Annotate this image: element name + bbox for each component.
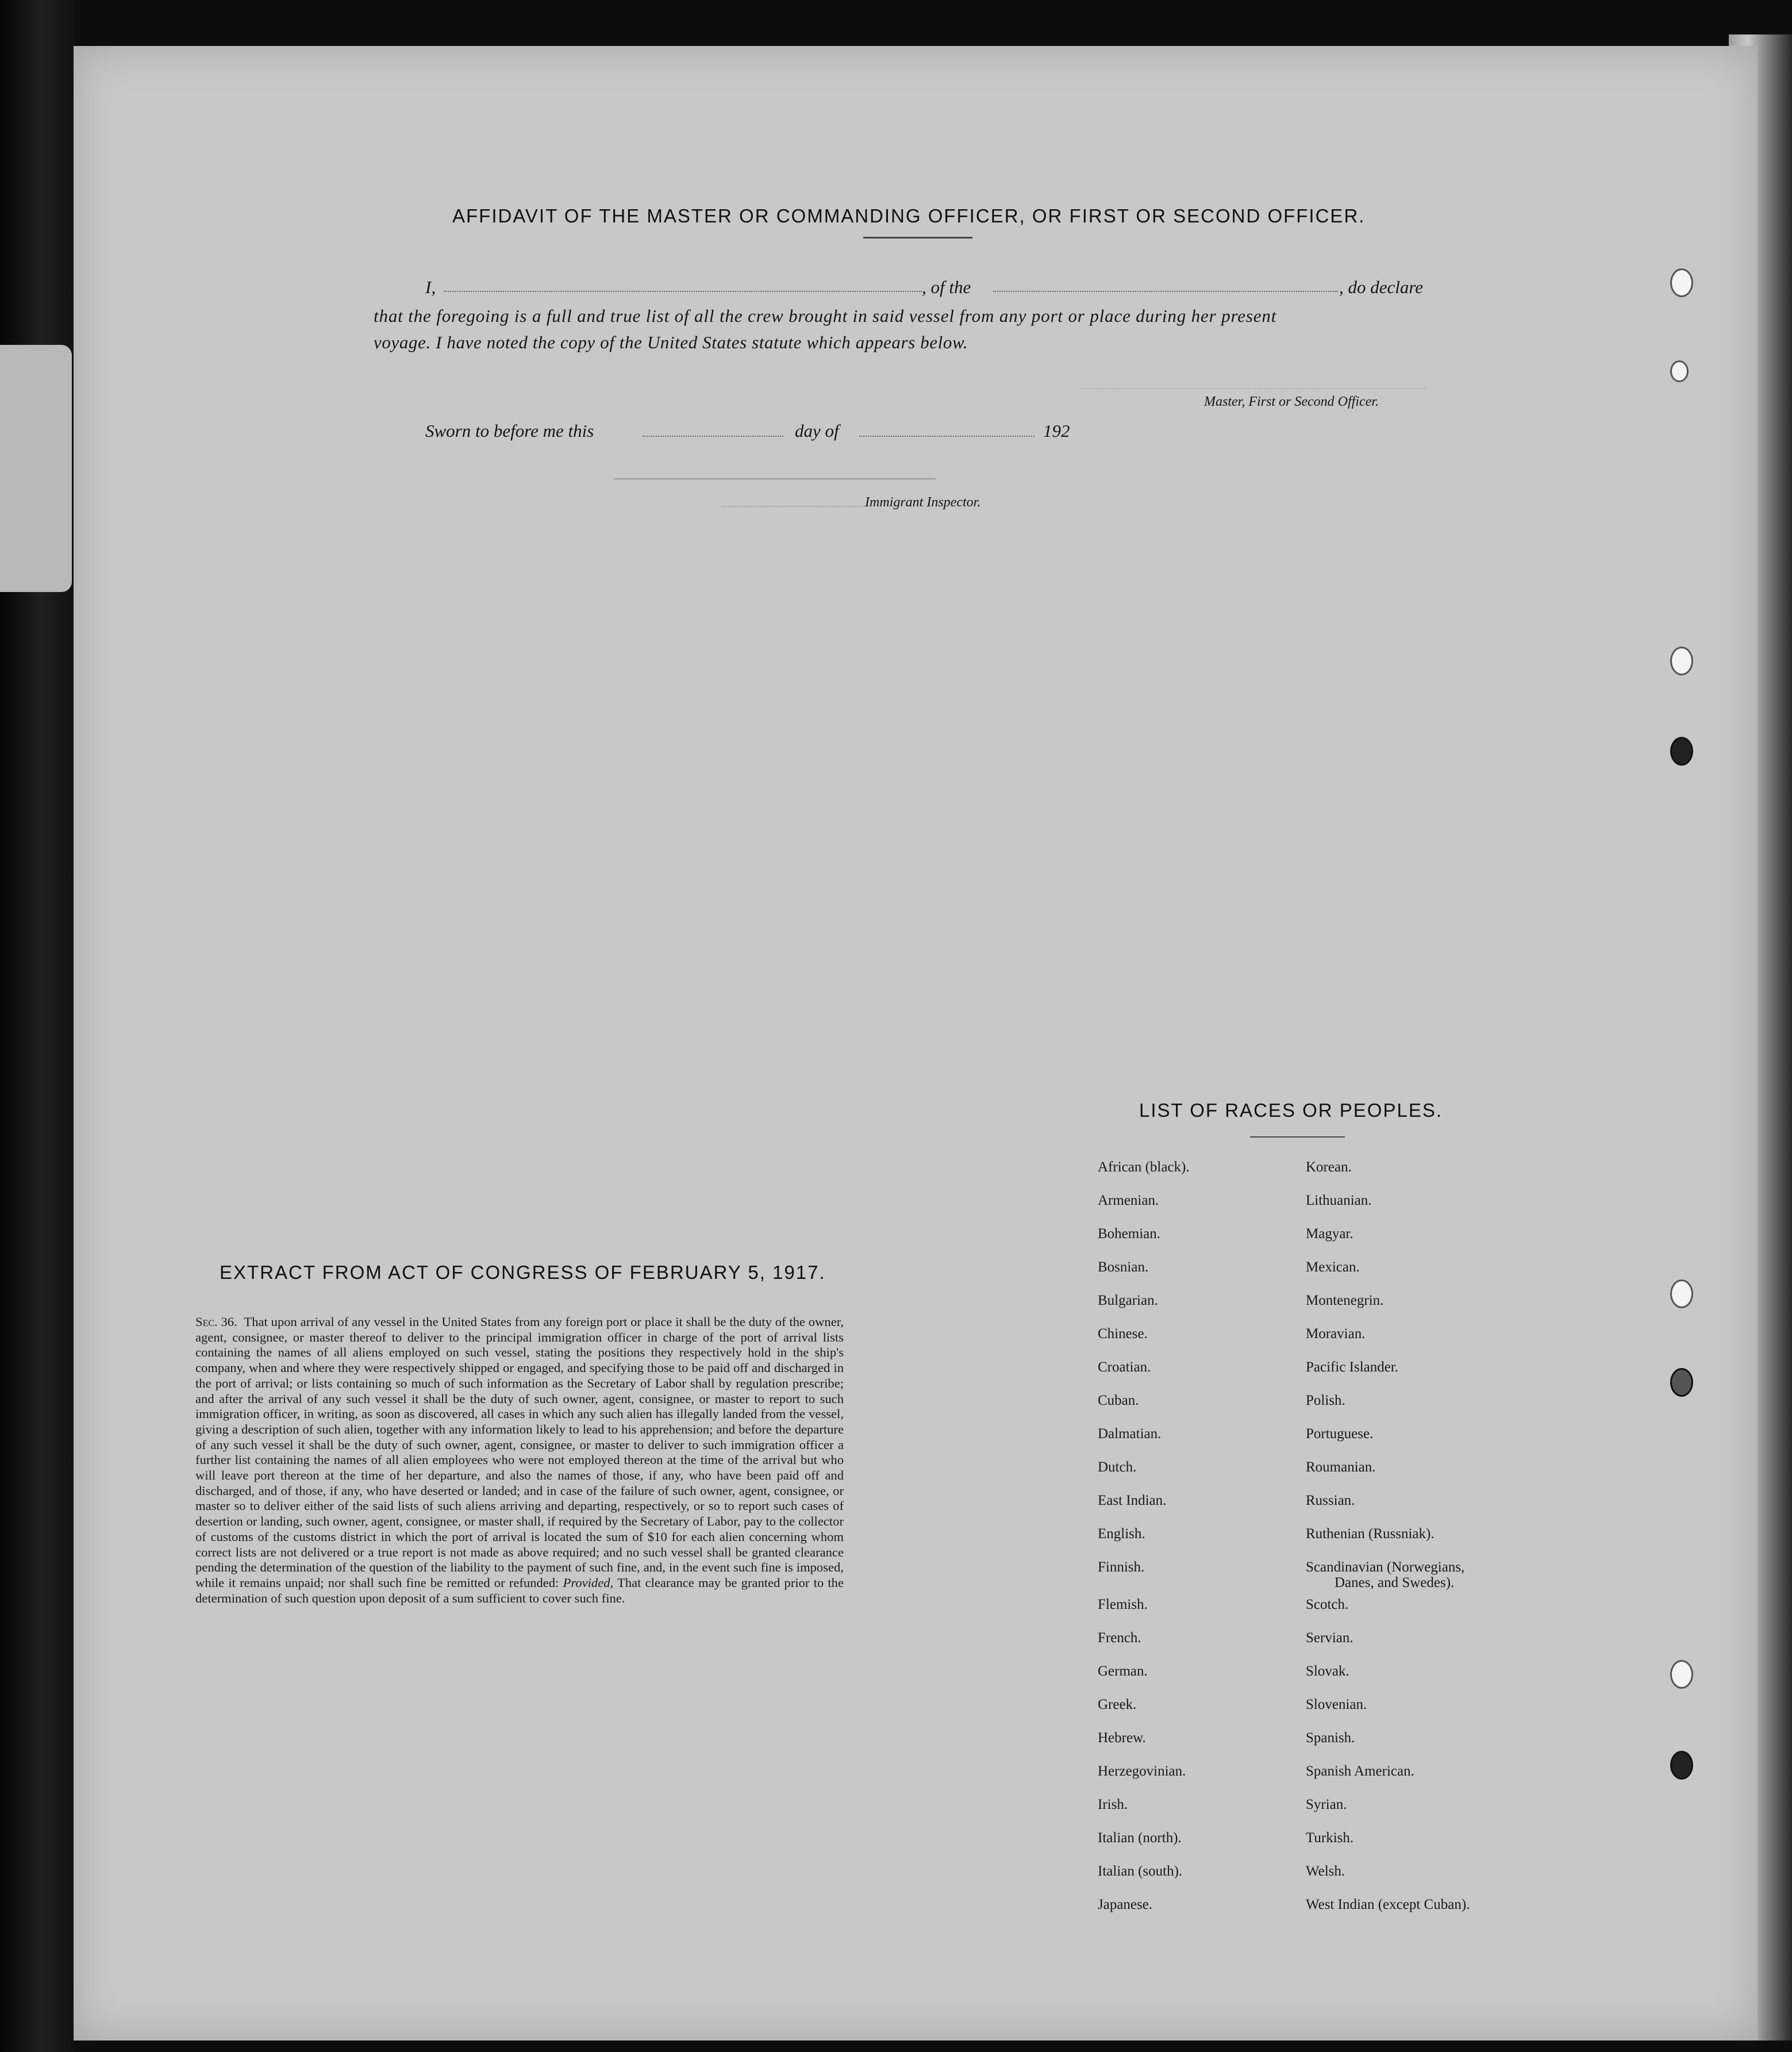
signature-line: [1080, 388, 1425, 389]
sworn-day-of: day of: [795, 421, 839, 441]
extract-section-36: [195, 1315, 844, 1606]
race-left-item: Flemish.: [1098, 1597, 1148, 1612]
race-left-item: Italian (north).: [1098, 1830, 1182, 1846]
binder-hole: [1670, 1751, 1693, 1780]
adjacent-page-fragment: [0, 345, 72, 592]
binder-hole: [1670, 1279, 1693, 1308]
race-left-item: Croatian.: [1098, 1359, 1151, 1375]
binder-hole: [1670, 1368, 1693, 1397]
provided-term: Provided,: [563, 1575, 614, 1590]
race-left-item: Dutch.: [1098, 1459, 1137, 1475]
race-right-item: Polish.: [1306, 1393, 1345, 1408]
race-left-item: Herzegovinian.: [1098, 1763, 1186, 1779]
declaration-i: I,: [425, 277, 436, 297]
race-left-item: East Indian.: [1098, 1493, 1167, 1508]
vessel-name-line: [993, 291, 1338, 292]
sworn-text: Sworn to before me this: [425, 421, 594, 441]
race-right-item: Danes, and Swedes).: [1335, 1575, 1455, 1590]
race-left-item: Japanese.: [1098, 1897, 1153, 1912]
scan-left-margin: [0, 0, 75, 2052]
race-right-item: Turkish.: [1306, 1830, 1354, 1846]
sworn-day-line: [643, 436, 783, 437]
section-text: That upon arrival of any vessel in the United States from any foreign port or place it shall be the duty of the owner, agent, consignee, or master thereof to deliver to the principal immigration officer in charge of the port of arrival lists containing the names of all aliens employed on such vessel, stating the positions they respectively hold in the ship's company, when and where they were respectively shipped or engaged, and specifying those to be paid off and discharged in the port of arrival; or lists containing so much of such information as the Secretary of Labor shall by regulation prescribe; and after the arrival of any such vessel it shall be the duty of such owner, agent, consignee, or master to report to such immigration officer, in writing, as soon as discovered, all cases in which any such alien has illegally landed from the vessel, giving a description of such alien, together with any information likely to lead to his apprehension; and before the departure of any such vessel it shall be the duty of such owner, agent, consignee, or master to deliver to such immigration officer a further list containing the names of all alien employees who were not employed thereon at the time of the arrival but who will leave port thereon at the time of her departure, and also the names of those, if any, who have been paid off and discharged, and of those, if any, who have deserted or landed; and in case of the failure of such owner, agent, consignee, or master so to deliver either of the said lists of such aliens arriving and departing, respectively, or so to report such cases of desertion or landing, such owner, agent, consignee, or master shall, if required by the Secretary of Labor, pay to the collector of customs of the customs district in which the port of arrival is located the sum of $10 for each alien concerning whom correct lists are not delivered or a true report is not made as above required; and no such vessel shall be granted clearance pending the determination of the question of the liability to the payment of such fine, and, in the event such fine is imposed, while it remains unpaid; nor shall such fine be remitted or refunded:: [195, 1315, 844, 1590]
race-right-item: Scandinavian (Norwegians,: [1306, 1559, 1465, 1575]
race-left-item: Chinese.: [1098, 1326, 1148, 1342]
race-right-item: Servian.: [1306, 1630, 1353, 1646]
race-right-item: Portuguese.: [1306, 1426, 1374, 1442]
binder-hole: [1670, 737, 1693, 766]
races-heading: LIST OF RACES OR PEOPLES.: [1139, 1100, 1443, 1121]
race-left-item: French.: [1098, 1630, 1141, 1646]
section-text-end: That clearance may be granted prior to the determination of such question upon deposit of a sum sufficient to cover such fine.: [195, 1575, 844, 1605]
race-left-item: English.: [1098, 1526, 1145, 1542]
race-left-item: Hebrew.: [1098, 1730, 1146, 1746]
signature-caption: Master, First or Second Officer.: [1204, 394, 1379, 409]
binder-hole: [1670, 647, 1693, 675]
race-right-item: Russian.: [1306, 1493, 1355, 1508]
race-left-item: German.: [1098, 1663, 1148, 1679]
inspector-line: [721, 506, 865, 507]
affidavit-heading: AFFIDAVIT OF THE MASTER OR COMMANDING OFFICER, OR FIRST OR SECOND OFFICER.: [452, 205, 1366, 226]
race-left-item: Bosnian.: [1098, 1259, 1149, 1275]
declaration-line-2: that the foregoing is a full and true list of all the crew brought in said vessel from any port or place during her present: [374, 306, 1277, 326]
section-label: Sec. 36.: [195, 1315, 237, 1329]
declaration-of-the: , of the: [922, 277, 971, 297]
race-right-item: Magyar.: [1306, 1226, 1353, 1242]
race-right-item: Mexican.: [1306, 1259, 1360, 1275]
inspector-line-upper: [614, 478, 936, 479]
declaration-do-declare: , do declare: [1339, 277, 1424, 297]
extract-heading: EXTRACT FROM ACT OF CONGRESS OF FEBRUARY 5, 1917.: [220, 1262, 826, 1283]
race-right-item: Roumanian.: [1306, 1459, 1376, 1475]
race-left-item: Cuban.: [1098, 1393, 1139, 1408]
race-right-item: Scotch.: [1306, 1597, 1349, 1612]
race-left-item: Italian (south).: [1098, 1863, 1183, 1879]
binder-hole: [1670, 1660, 1693, 1689]
binder-hole: [1670, 360, 1689, 382]
race-right-item: Slovak.: [1306, 1663, 1349, 1679]
race-left-item: Bohemian.: [1098, 1226, 1161, 1242]
race-right-item: Pacific Islander.: [1306, 1359, 1399, 1375]
master-name-line: [444, 291, 922, 292]
sworn-year: 192: [1043, 421, 1070, 441]
race-right-item: Welsh.: [1306, 1863, 1345, 1879]
sworn-month-line: [859, 436, 1035, 437]
race-right-item: Moravian.: [1306, 1326, 1366, 1342]
declaration-line-3: voyage. I have noted the copy of the United States statute which appears below.: [374, 332, 968, 352]
race-right-item: Ruthenian (Russniak).: [1306, 1526, 1435, 1542]
race-left-item: Finnish.: [1098, 1559, 1145, 1575]
binder-hole: [1670, 268, 1693, 297]
race-left-item: African (black).: [1098, 1159, 1190, 1175]
race-right-item: Slovenian.: [1306, 1697, 1367, 1712]
race-right-item: Spanish.: [1306, 1730, 1355, 1746]
race-left-item: Dalmatian.: [1098, 1426, 1162, 1442]
races-heading-rule: [1250, 1136, 1345, 1138]
race-left-item: Bulgarian.: [1098, 1293, 1158, 1308]
inspector-caption: Immigrant Inspector.: [865, 495, 981, 510]
bleed-through-heading: [190, 148, 201, 179]
race-right-item: Montenegrin.: [1306, 1293, 1384, 1308]
race-left-item: Greek.: [1098, 1697, 1137, 1712]
heading-rule: [863, 237, 972, 239]
race-right-item: Syrian.: [1306, 1797, 1347, 1812]
race-right-item: Lithuanian.: [1306, 1193, 1372, 1208]
race-left-item: Irish.: [1098, 1797, 1128, 1812]
race-right-item: West Indian (except Cuban).: [1306, 1897, 1470, 1912]
race-right-item: Spanish American.: [1306, 1763, 1414, 1779]
race-left-item: Armenian.: [1098, 1193, 1159, 1208]
race-right-item: Korean.: [1306, 1159, 1352, 1175]
